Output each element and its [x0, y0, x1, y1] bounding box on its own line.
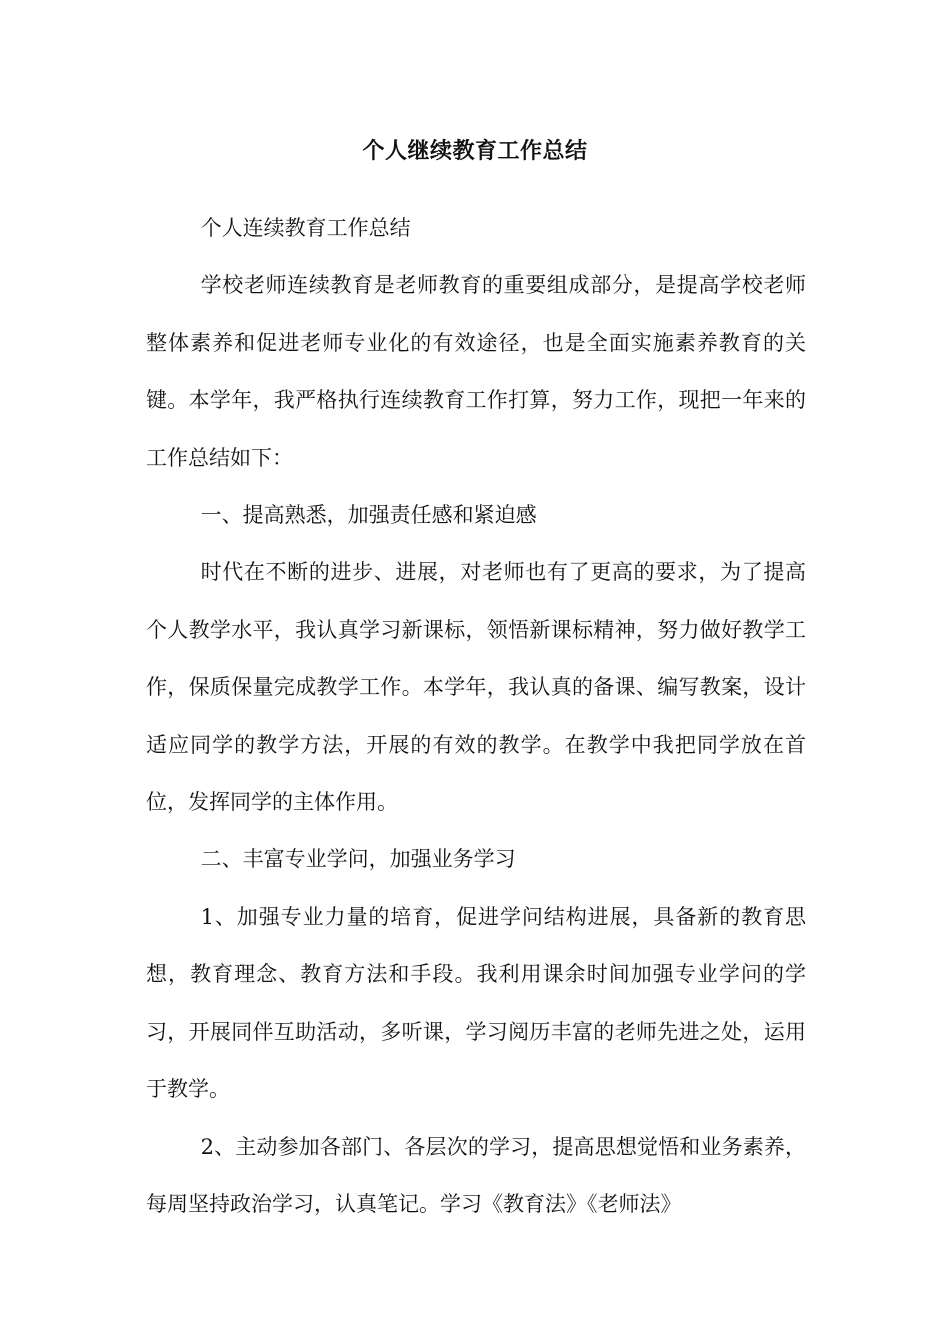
document-title: 个人继续教育工作总结 [362, 138, 588, 164]
paragraph-item-2: 2、主动参加各部门、各层次的学习，提高思想觉悟和业务素养，每周坚持政治学习，认真笔记。学习《教育法》《老师法》 [146, 1134, 806, 1216]
section-heading-1: 一、提高熟悉，加强责任感和紧迫感 [200, 503, 537, 528]
paragraph-intro: 学校老师连续教育是老师教育的重要组成部分，是提高学校老师整体素养和促进老师专业化的有效途径，也是全面实施素养教育的关键。本学年，我严格执行连续教育工作打算，努力工作，现把一年来的工作总结如下： [146, 273, 806, 470]
paragraph-subtitle: 个人连续教育工作总结 [200, 216, 411, 240]
paragraph-section-1: 时代在不断的进步、进展，对老师也有了更高的要求，为了提高个人教学水平，我认真学习新课标，领悟新课标精神，努力做好教学工作，保质保量完成教学工作。本学年，我认真的备课、编写教案，设计适应同学的教学方法，开展的有效的教学。在教学中我把同学放在首位，发挥同学的主体作用。 [146, 560, 806, 815]
document-body [146, 200, 806, 1233]
paragraph-item-1: 1、加强专业力量的培育，促进学问结构进展，具备新的教育思想，教育理念、教育方法和手段。我利用课余时间加强专业学问的学习，开展同伴互助活动，多听课，学习阅历丰富的老师先进之处，运用于教学。 [146, 904, 806, 1102]
section-heading-2: 二、丰富专业学问，加强业务学习 [200, 847, 516, 872]
